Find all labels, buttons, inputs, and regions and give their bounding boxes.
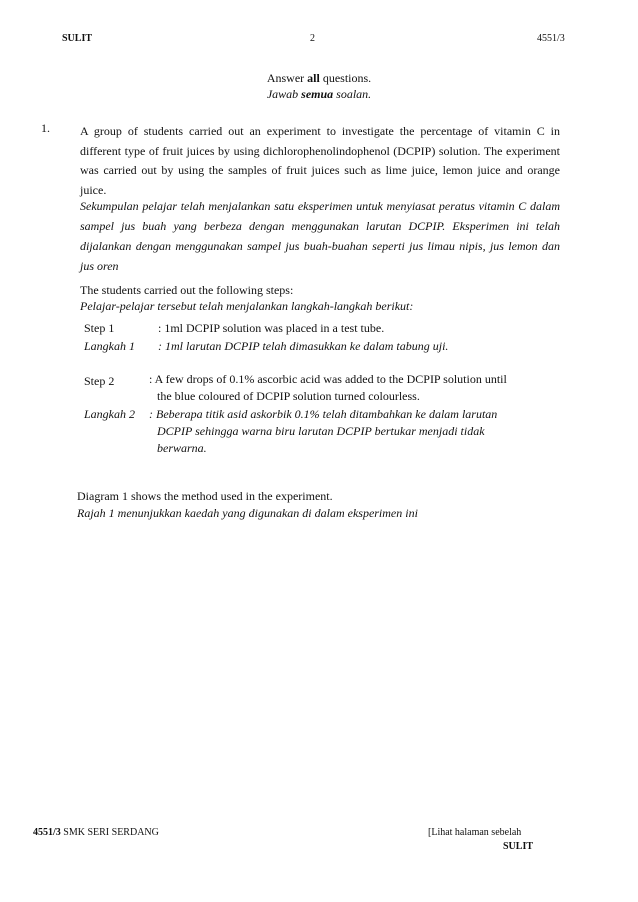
page-number: 2 — [310, 33, 315, 44]
step-2-label: Step 2 — [84, 374, 115, 388]
question-number: 1. — [41, 121, 50, 135]
step-2-text-line-1: : A few drops of 0.1% ascorbic acid was added to the DCPIP solution until — [149, 372, 507, 386]
instruction-english: Answer all questions. — [266, 71, 372, 85]
step-2-label-malay: Langkah 2 — [84, 407, 135, 421]
footer-next-page: [Lihat halaman sebelah — [428, 827, 522, 838]
step-1-label-malay: Langkah 1 — [84, 339, 135, 353]
footer-classification: SULIT — [503, 841, 534, 852]
step-2-text-malay-line-1: : Beberapa titik asid askorbik 0.1% telah ditambahkan ke dalam larutan — [149, 407, 498, 421]
step-2-text-malay-line-2: DCPIP sehingga warna biru larutan DCPIP bertukar menjadi tidak — [157, 424, 485, 438]
footer-school: 4551/3 SMK SERI SERDANG — [33, 827, 159, 838]
step-1-text: : 1ml DCPIP solution was placed in a test tube. — [158, 321, 385, 335]
step-1-label: Step 1 — [84, 321, 115, 335]
instruction-malay: Jawab semua soalan. — [266, 87, 372, 101]
diagram-reference-malay: Rajah 1 menunjukkan kaedah yang digunakan di dalam eksperimen ini — [77, 506, 418, 520]
header-paper-code: 4551/3 — [537, 33, 565, 44]
step-2-text-malay-line-3: berwarna. — [157, 441, 207, 455]
diagram-reference-english: Diagram 1 shows the method used in the experiment. — [77, 489, 333, 503]
step-2-text-line-2: the blue coloured of DCPIP solution turned colourless. — [157, 389, 420, 403]
steps-intro-english: The students carried out the following steps: — [80, 283, 294, 297]
question-intro-malay: Sekumpulan pelajar telah menjalankan satu eksperimen untuk menyiasat peratus vitamin C dalam sampel jus buah yang berbeza dengan menggunakan larutan DCPIP. Eksperimen ini telah dijalankan dengan menggunakan sampel jus buah-buahan seperti jus limau nipis, jus lemon dan jus oren — [80, 199, 560, 273]
steps-intro-malay: Pelajar-pelajar tersebut telah menjalankan langkah-langkah berikut: — [80, 299, 414, 313]
header-classification: SULIT — [62, 33, 93, 44]
step-1-text-malay: : 1ml larutan DCPIP telah dimasukkan ke dalam tabung uji. — [158, 339, 449, 353]
question-intro-english: A group of students carried out an experiment to investigate the percentage of vitamin C in different type of fruit juices by using dichlorophenolindophenol (DCPIP) solution. The experiment was carried out by using the samples of fruit juices such as lime juice, lemon juice and orange juice. — [80, 124, 560, 197]
